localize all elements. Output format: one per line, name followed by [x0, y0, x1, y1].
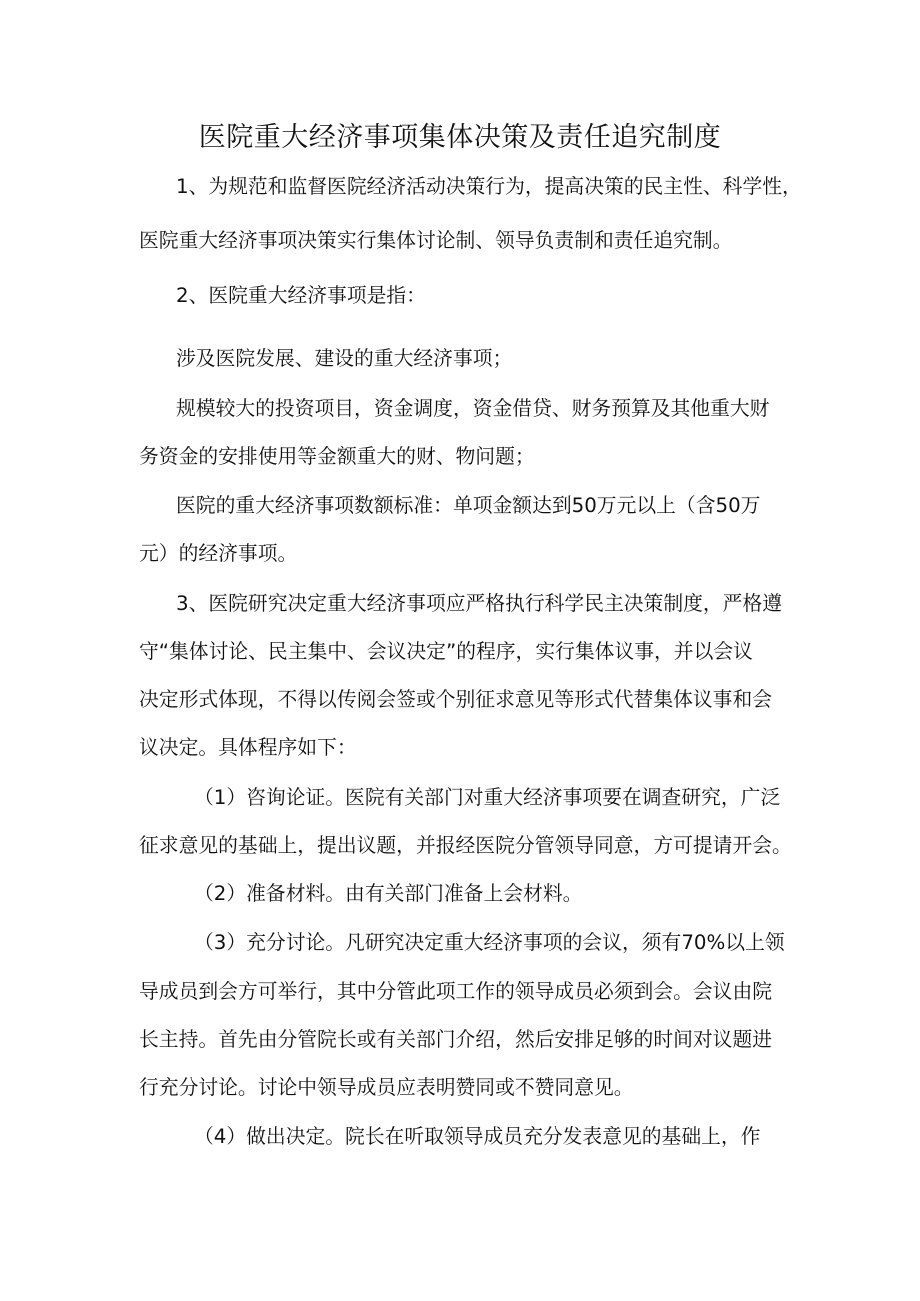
paragraph-line: （4）做出决定。院长在听取领导成员充分发表意见的基础上，作	[194, 1125, 761, 1148]
paragraph-line: 守“集体讨论、民主集中、会议决定”的程序，实行集体议事，并以会议	[139, 640, 753, 663]
paragraph-line: 涉及医院发展、建设的重大经济事项；	[176, 347, 513, 370]
paragraph-line: 医院重大经济事项决策实行集体讨论制、领导负责制和责任追究制。	[139, 229, 733, 252]
paragraph-line: 元）的经济事项。	[139, 542, 298, 565]
paragraph-line: 征求意见的基础上，提出议题，并报经医院分管领导同意，方可提请开会。	[139, 834, 792, 857]
paragraph-line: 行充分讨论。讨论中领导成员应表明赞同或不赞同意见。	[139, 1076, 634, 1099]
paragraph-line: 议决定。具体程序如下：	[139, 736, 357, 759]
paragraph-line: 务资金的安排使用等金额重大的财、物问题；	[139, 445, 535, 468]
paragraph-line: （3）充分讨论。凡研究决定重大经济事项的会议，须有70%以上领	[194, 931, 785, 954]
paragraph-line: （2）准备材料。由有关部门准备上会材料。	[194, 882, 583, 905]
paragraph-line: 决定形式体现，不得以传阅会签或个别征求意见等形式代替集体议事和会	[139, 688, 773, 711]
paragraph-line: 导成员到会方可举行，其中分管此项工作的领导成员必须到会。会议由院	[139, 980, 773, 1003]
paragraph-line: 医院的重大经济事项数额标准：单项金额达到50万元以上（含50万	[176, 494, 761, 517]
document-title: 医院重大经济事项集体决策及责任追究制度	[198, 122, 722, 153]
paragraph-line: （1）咨询论证。医院有关部门对重大经济事项要在调查研究，广泛	[194, 786, 781, 809]
paragraph-line: 1、为规范和监督医院经济活动决策行为，提高决策的民主性、科学性，	[176, 175, 802, 198]
paragraph-line: 规模较大的投资项目，资金调度，资金借贷、财务预算及其他重大财	[176, 397, 770, 420]
paragraph-line: 3、医院研究决定重大经济事项应严格执行科学民主决策制度，严格遵	[176, 592, 783, 615]
paragraph-line: 2、医院重大经济事项是指：	[176, 284, 426, 307]
paragraph-line: 长主持。首先由分管院长或有关部门介绍，然后安排足够的时间对议题进	[139, 1028, 773, 1051]
